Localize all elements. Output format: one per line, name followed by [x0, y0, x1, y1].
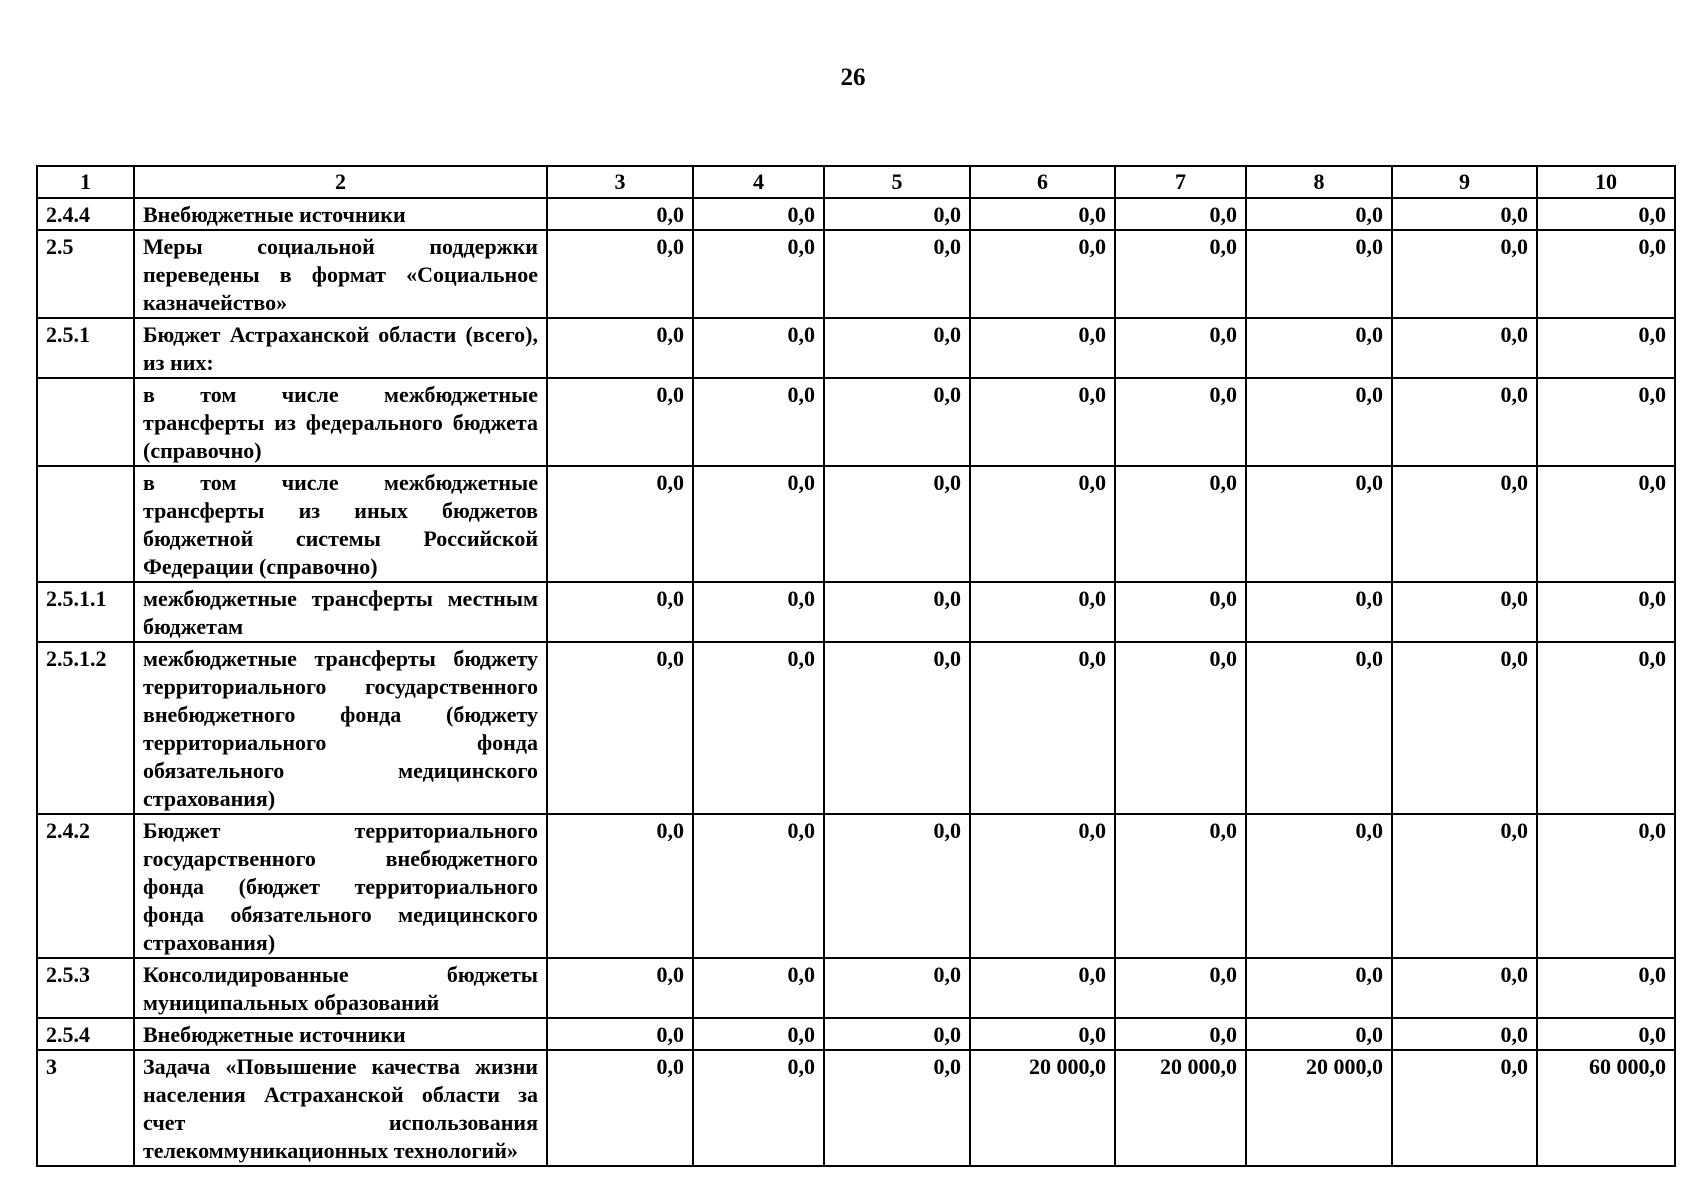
value-cell-col-10: 0,0 — [1537, 814, 1675, 958]
value-cell-col-5: 0,0 — [824, 814, 970, 958]
value-cell-col-10: 0,0 — [1537, 198, 1675, 230]
value-cell-col-9: 0,0 — [1392, 814, 1537, 958]
value-cell-col-5: 0,0 — [824, 642, 970, 814]
value-cell-col-10: 0,0 — [1537, 582, 1675, 642]
value-cell-col-3: 0,0 — [547, 230, 693, 318]
value-cell-col-8: 0,0 — [1246, 318, 1392, 378]
value-cell-col-6: 0,0 — [970, 1018, 1115, 1050]
value-cell-col-9: 0,0 — [1392, 466, 1537, 582]
table-row — [37, 1050, 1675, 1166]
row-code: 2.5 — [37, 230, 134, 318]
value-cell-col-4: 0,0 — [693, 814, 824, 958]
row-description: в том числе межбюджетные трансферты из федерального бюджета (справочно) — [134, 378, 547, 466]
column-header-3: 3 — [547, 166, 693, 198]
value-cell-col-3: 0,0 — [547, 958, 693, 1018]
row-description: межбюджетные трансферты бюджету территориального государственного внебюджетного фонда (бюджету территориального фонда обязательного медицинского страхования) — [134, 642, 547, 814]
value-cell-col-3: 0,0 — [547, 378, 693, 466]
column-header-5: 5 — [824, 166, 970, 198]
column-header-4: 4 — [693, 166, 824, 198]
value-cell-col-6: 0,0 — [970, 318, 1115, 378]
table-row — [37, 378, 1675, 466]
table-body — [37, 198, 1675, 1166]
value-cell-col-6: 0,0 — [970, 230, 1115, 318]
value-cell-col-9: 0,0 — [1392, 230, 1537, 318]
value-cell-col-4: 0,0 — [693, 1018, 824, 1050]
value-cell-col-7: 0,0 — [1115, 378, 1246, 466]
value-cell-col-7: 0,0 — [1115, 230, 1246, 318]
column-header-7: 7 — [1115, 166, 1246, 198]
value-cell-col-3: 0,0 — [547, 466, 693, 582]
value-cell-col-4: 0,0 — [693, 466, 824, 582]
value-cell-col-4: 0,0 — [693, 198, 824, 230]
value-cell-col-9: 0,0 — [1392, 1050, 1537, 1166]
value-cell-col-7: 0,0 — [1115, 582, 1246, 642]
value-cell-col-9: 0,0 — [1392, 958, 1537, 1018]
table-row — [37, 582, 1675, 642]
value-cell-col-5: 0,0 — [824, 466, 970, 582]
value-cell-col-5: 0,0 — [824, 198, 970, 230]
value-cell-col-3: 0,0 — [547, 582, 693, 642]
row-code: 2.5.1 — [37, 318, 134, 378]
value-cell-col-7: 0,0 — [1115, 642, 1246, 814]
value-cell-col-8: 0,0 — [1246, 230, 1392, 318]
table-row — [37, 198, 1675, 230]
table-row — [37, 642, 1675, 814]
table-row — [37, 814, 1675, 958]
value-cell-col-6: 0,0 — [970, 198, 1115, 230]
page-number: 26 — [840, 64, 866, 91]
row-code — [37, 378, 134, 466]
row-code: 2.5.4 — [37, 1018, 134, 1050]
value-cell-col-8: 0,0 — [1246, 1018, 1392, 1050]
row-description: межбюджетные трансферты местным бюджетам — [134, 582, 547, 642]
value-cell-col-7: 0,0 — [1115, 1018, 1246, 1050]
column-header-8: 8 — [1246, 166, 1392, 198]
row-code — [37, 466, 134, 582]
value-cell-col-8: 0,0 — [1246, 378, 1392, 466]
value-cell-col-4: 0,0 — [693, 230, 824, 318]
value-cell-col-4: 0,0 — [693, 1050, 824, 1166]
row-code: 3 — [37, 1050, 134, 1166]
table-row — [37, 466, 1675, 582]
row-description: Консолидированные бюджеты муниципальных образований — [134, 958, 547, 1018]
value-cell-col-9: 0,0 — [1392, 378, 1537, 466]
value-cell-col-5: 0,0 — [824, 1050, 970, 1166]
column-header-2: 2 — [134, 166, 547, 198]
value-cell-col-9: 0,0 — [1392, 642, 1537, 814]
value-cell-col-7: 0,0 — [1115, 198, 1246, 230]
value-cell-col-5: 0,0 — [824, 318, 970, 378]
value-cell-col-8: 0,0 — [1246, 466, 1392, 582]
value-cell-col-3: 0,0 — [547, 198, 693, 230]
header-row — [37, 166, 1675, 198]
row-description: Меры социальной поддержки переведены в формат «Социальное казначейство» — [134, 230, 547, 318]
value-cell-col-7: 0,0 — [1115, 466, 1246, 582]
row-description: в том числе межбюджетные трансферты из иных бюджетов бюджетной системы Российской Федерации (справочно) — [134, 466, 547, 582]
value-cell-col-6: 0,0 — [970, 958, 1115, 1018]
value-cell-col-4: 0,0 — [693, 318, 824, 378]
row-description: Бюджет территориального государственного внебюджетного фонда (бюджет территориального фонда обязательного медицинского страхования) — [134, 814, 547, 958]
value-cell-col-7: 0,0 — [1115, 814, 1246, 958]
value-cell-col-4: 0,0 — [693, 582, 824, 642]
value-cell-col-4: 0,0 — [693, 378, 824, 466]
value-cell-col-8: 20 000,0 — [1246, 1050, 1392, 1166]
value-cell-col-8: 0,0 — [1246, 814, 1392, 958]
value-cell-col-9: 0,0 — [1392, 198, 1537, 230]
column-header-10: 10 — [1537, 166, 1675, 198]
value-cell-col-10: 0,0 — [1537, 958, 1675, 1018]
column-header-6: 6 — [970, 166, 1115, 198]
row-code: 2.5.1.2 — [37, 642, 134, 814]
value-cell-col-10: 0,0 — [1537, 230, 1675, 318]
value-cell-col-5: 0,0 — [824, 958, 970, 1018]
table-row — [37, 318, 1675, 378]
row-code: 2.4.4 — [37, 198, 134, 230]
value-cell-col-3: 0,0 — [547, 642, 693, 814]
value-cell-col-6: 0,0 — [970, 582, 1115, 642]
table-row — [37, 230, 1675, 318]
table-row — [37, 1018, 1675, 1050]
value-cell-col-5: 0,0 — [824, 582, 970, 642]
value-cell-col-5: 0,0 — [824, 230, 970, 318]
value-cell-col-6: 0,0 — [970, 814, 1115, 958]
row-description: Внебюджетные источники — [134, 1018, 547, 1050]
value-cell-col-3: 0,0 — [547, 1050, 693, 1166]
value-cell-col-10: 0,0 — [1537, 642, 1675, 814]
value-cell-col-5: 0,0 — [824, 1018, 970, 1050]
row-code: 2.4.2 — [37, 814, 134, 958]
value-cell-col-7: 0,0 — [1115, 958, 1246, 1018]
value-cell-col-4: 0,0 — [693, 642, 824, 814]
value-cell-col-3: 0,0 — [547, 814, 693, 958]
value-cell-col-10: 0,0 — [1537, 378, 1675, 466]
value-cell-col-5: 0,0 — [824, 378, 970, 466]
row-description: Задача «Повышение качества жизни населения Астраханской области за счет использования телекоммуникационных технологий» — [134, 1050, 547, 1166]
value-cell-col-10: 0,0 — [1537, 318, 1675, 378]
row-description: Бюджет Астраханской области (всего), из них: — [134, 318, 547, 378]
value-cell-col-8: 0,0 — [1246, 642, 1392, 814]
value-cell-col-10: 0,0 — [1537, 1018, 1675, 1050]
value-cell-col-7: 20 000,0 — [1115, 1050, 1246, 1166]
row-code: 2.5.3 — [37, 958, 134, 1018]
value-cell-col-8: 0,0 — [1246, 198, 1392, 230]
value-cell-col-8: 0,0 — [1246, 582, 1392, 642]
value-cell-col-9: 0,0 — [1392, 582, 1537, 642]
value-cell-col-6: 0,0 — [970, 378, 1115, 466]
column-header-1: 1 — [37, 166, 134, 198]
value-cell-col-6: 0,0 — [970, 466, 1115, 582]
value-cell-col-3: 0,0 — [547, 318, 693, 378]
value-cell-col-6: 0,0 — [970, 642, 1115, 814]
value-cell-col-6: 20 000,0 — [970, 1050, 1115, 1166]
value-cell-col-9: 0,0 — [1392, 318, 1537, 378]
budget-table — [36, 165, 1676, 1167]
value-cell-col-10: 60 000,0 — [1537, 1050, 1675, 1166]
value-cell-col-8: 0,0 — [1246, 958, 1392, 1018]
row-code: 2.5.1.1 — [37, 582, 134, 642]
value-cell-col-7: 0,0 — [1115, 318, 1246, 378]
value-cell-col-9: 0,0 — [1392, 1018, 1537, 1050]
table-row — [37, 958, 1675, 1018]
column-header-9: 9 — [1392, 166, 1537, 198]
value-cell-col-3: 0,0 — [547, 1018, 693, 1050]
row-description: Внебюджетные источники — [134, 198, 547, 230]
value-cell-col-4: 0,0 — [693, 958, 824, 1018]
value-cell-col-10: 0,0 — [1537, 466, 1675, 582]
